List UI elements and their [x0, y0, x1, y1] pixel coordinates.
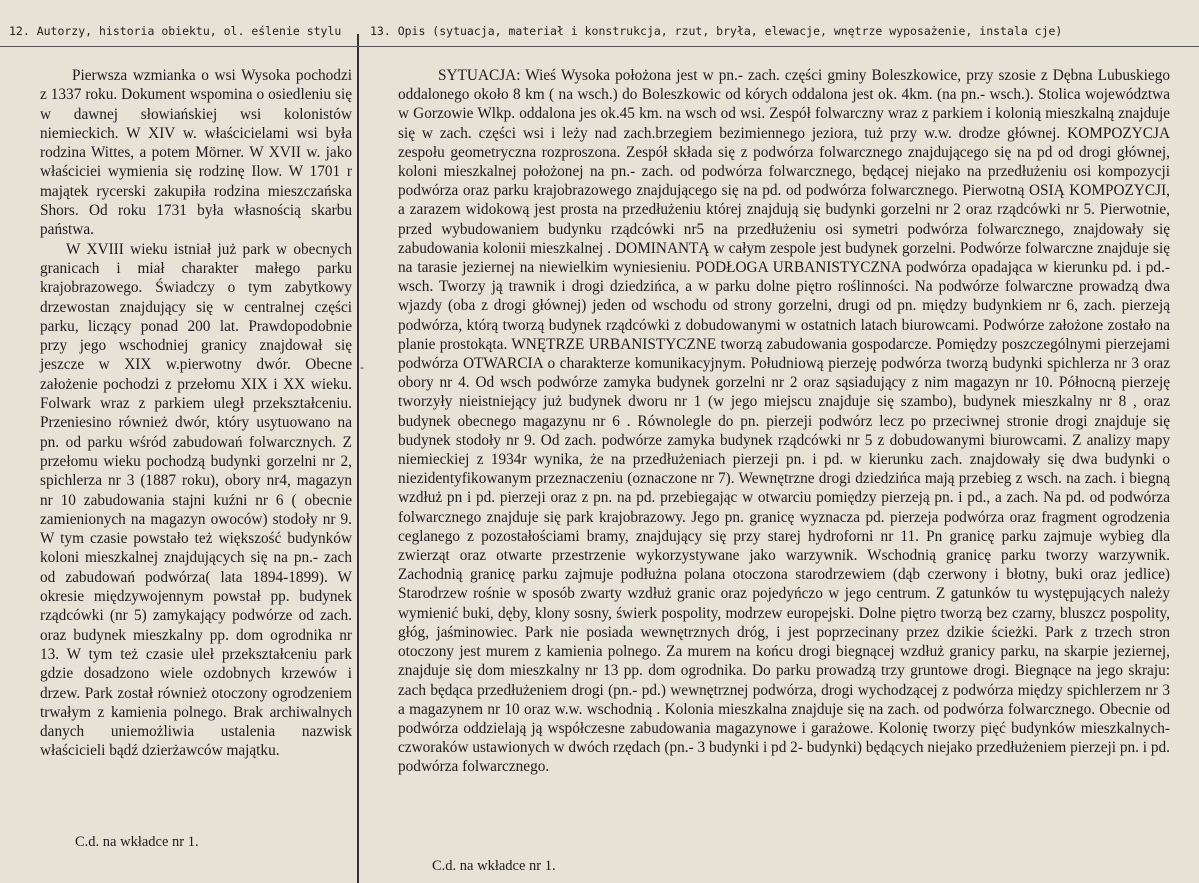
column-divider [357, 47, 359, 883]
column-divider-top [357, 34, 359, 46]
history-paragraph-1: Pierwsza wzmianka o wsi Wysoka pochodzi z 1337 roku. Dokument wspomina o osiedleniu się w dawnej słowiańskiej wsi kolonistów niemieckich. W XIV w. właścicielami wsi była rodzina Wittes, a potem Mörner. W XVII w. jako właściciei wymienia się rodzinę Ilow. W 1701 r majątek rycerski zakupiła rodzina mieszczańska Shors. Od roku 1731 była własnością skarbu państwa. [40, 67, 352, 239]
section-13-header: 13. Opis (sytuacja, materiał i konstrukcja, rzut, bryła, elewacje, wnętrze wyposażenie, instala cje) [370, 24, 1063, 38]
description-paragraph: SYTUACJA: Wieś Wysoka położona jest w pn.- zach. części gminy Boleszkowice, przy szosie z Dębna Lubuskiego oddalonego około 8 km ( na wsch.) do Boleszkowic od kórych oddalona jest ok. 4km. (na pn.- wsch.). Stolica województwa w Gorzowie Wlkp. oddalona jes ok.45 km. na wsch od wsi. Zespół folwarczny wraz z parkiem i kolonią mieszkalną znajduje się w zach. części wsi i leży nad zach.brzegiem bezimiennego jeziora, tuż przy w.w. drodze głównej. KOMPOZYCJA zespołu geometryczna rozproszona. Zespół składa się z podwórza folwarcznego znajdującego się na pd od drogi głównej, koloni mieszkalnej położonej na pn.- zach. od podwórza folwarcznego, będącej niejako na przedłużeniu osi kompozycji podwórza oraz parku krajobrazowego znajdującego się na pd. od podwórza folwarcznego. Pierwotną OSIĄ KOMPOZYCJI, a zarazem widokową jest prosta na przedłużeniu której znajdują się budynki gorzelni nr 2 oraz rządcówki nr 5. Pierwotnie, przed wybudowaniem budynku rządcówki nr5 na przedłużeniu osi symetri podwórza folwarcznego, znajdowały się zabudowania kolonii mieszkalnej . DOMINANTĄ w całym zespole jest budynek gorzelni. Podwórze folwarczne znajduje się na tarasie jeziernej na niewielkim wyniesieniu. PODŁOGA URBANISTYCZNA podwórza opadająca w kierunku pd. i pd.- wsch. Tworzy ją trawnik i drogi dziedzińca, a w parku dolne piętro roślinności. Na podwórze folwarczne prowadzą dwa wjazdy (oba z drogi głównej) jeden od wschodu od strony gorzelni, drugi od pn. między budynkiem nr 6, zach. pierzeją podwórza, którą tworzą budynek rządcówki z dobudowanymi w ostatnich latach biurowcami. Podwórze założone zostało na planie prostokąta. WNĘTRZE URBANISTYCZNE tworzą zabudowania gospodarcze. Pomiędzy poszczególnymi pierzejami podwórza OTWARCIA o charakterze komunikacyjnym. Południową pierzeję podwórza tworzą budynki spichlerza nr 3 oraz obory nr 4. Od wsch podwórze zamyka budynek gorzelni nr 2 oraz sąsiadujący z nim magazyn nr 10. Północną pierzeję tworzyły nieistniejący już budynek dworu nr 1 (w jego miejscu znajduje się szambo), budynek mieszkalny nr 8 , oraz budynek obecnego magazynu nr 6 . Równolegle do pn. pierzeji podwórz lecz po przeciwnej stronie drogi znajduje się budynek stodoły nr 9. Od zach. podwórze zamyka budynek rządcówki nr 5 z dobudowanymi biurowcami. Z analizy mapy niemieckiej z 1934r wynika, że na przedłużeniach pierzeji pn. i pd. w kierunku zach. znajdowały się dwa budynki o niezidentyfikowanym przeznaczeniu (oznaczone nr 7). Wewnętrzne drogi dziedzińca mają przebieg z wsch. na zach. i biegną wzdłuż pn i pd. pierzeji oraz z pn. na pd. przebiegając w otwarciu pomiędzy pierzeją pn. i pd., a zach. Na pd. od podwórza folwarcznego znajduje się park krajobrazowy. Jego pn. granicę wyznacza pd. pierzeja podwórza oraz fragment ogrodzenia ceglanego z pozostałościami bramy, znajdujący się przy starej hydroforni nr 11. Pn granicę parku zajmuje wybieg dla zwierząt oraz otwarte przestrzenie wykorzystywane jako warzywnik. Wschodnią granicę parku tworzy warzywnik. Zachodnią granicę parku zajmuje podłużna polana otoczona starodrzewiem (dąb czerwony i błotny, buki oraz jedlice) Starodrzew rośnie w sposób zwarty wzdłuż granic oraz pojedyńczo w jego centrum. Z gatunków tu występujących należy wymienić buki, dęby, klony sosny, świerk pospolity, modrzew europejski. Dolne piętro tworzą bez czarny, bluszcz pospolity, głóg, jaśminowiec. Park nie posiada wewnętrznych dróg, i jest poprzecinany przez dzikie ścieżki. Park z trzech stron otoczony jest murem z kamienia polnego. Za murem na końcu drogi biegnącej wzdłuż granicy parku, na skarpie jeziernej, znajduje się dom mieszkalny nr 13 pp. dom ogrodnika. Do parku prowadzą trzy gruntowe drogi. Biegnące na jego skraju: zach będąca przedłużeniem drogi (pn.- pd.) wewnętrznej podwórza, drogi wychodzącej z podwórza między spichlerzem nr 3 a magazynem nr 10 oraz w.w. wschodnią . Kolonia mieszkalna znajduje się na zach. od podwórza folwarcznego. Obecnie od podwórza oddzielają ją współczesne zabudowania magazynowe i garażowe. Kolonię tworzy pięć budynków mieszkalnych- czworaków ustawionych w dwóch rzędach (pn.- 3 budynki i pd 2- budynki) będących niejako przedłużeniem pierzeji pn. i pd. podwórza folwarcznego. [398, 67, 1170, 776]
description-continued-note: C.d. na wkładce nr 1. [432, 858, 556, 874]
history-column [40, 66, 352, 761]
section-12-header: 12. Autorzy, historia obiektu, ol. eślenie stylu [9, 24, 342, 38]
description-column [398, 66, 1170, 777]
header-rule [0, 46, 1199, 47]
margin-mark: - [360, 360, 364, 374]
history-continued-note: C.d. na wkładce nr 1. [75, 834, 199, 850]
history-paragraph-2: W XVIII wieku istniał już park w obecnych granicach i miał charakter małego parku krajobrazowego. Świadczy o tym zabytkowy drzewostan znajdujący się w centralnej części parku, liczący ponad 200 lat. Prawdopodobnie przy jego wschodniej granicy znajdował się jeszcze w XIX w.pierwotny dwór. Obecne założenie pochodzi z przełomu XIX i XX wieku. Folwark wraz z parkiem uległ przekształceniu. Przeniesino również dwór, który usytuowano na pn. od parku wśród zabudowań folwarcznych. Z przełomu wieku pochodzą budynki gorzelni nr 2, spichlerza nr 3 (1887 roku), obory nr4, magazyn nr 10 zabudowania stajni kuźni nr 6 ( obecnie zamienionych na magazyn owoców) stodoły nr 9. W tym czasie powstało też większość budynków koloni mieszkalnej znajdujących się na pn.- zach od zabudowań podwórza( lata 1894-1899). W okresie międzywojennym powstał pp. budynek rządcówki (nr 5) zamykający podwórze od zach. oraz budynek mieszkalny pp. dom ogrodnika nr 13. W tym też czasie uleł przekształceniu park gdzie dosadzono wiele ozdobnych krzewów i drzew. Park został również otoczony ogrodzeniem trwałym z kamienia polnego. Brak archiwalnych danych uniemożliwia ustalenia nazwisk właścicieli bądź dzierżawców majątku. [40, 240, 352, 760]
